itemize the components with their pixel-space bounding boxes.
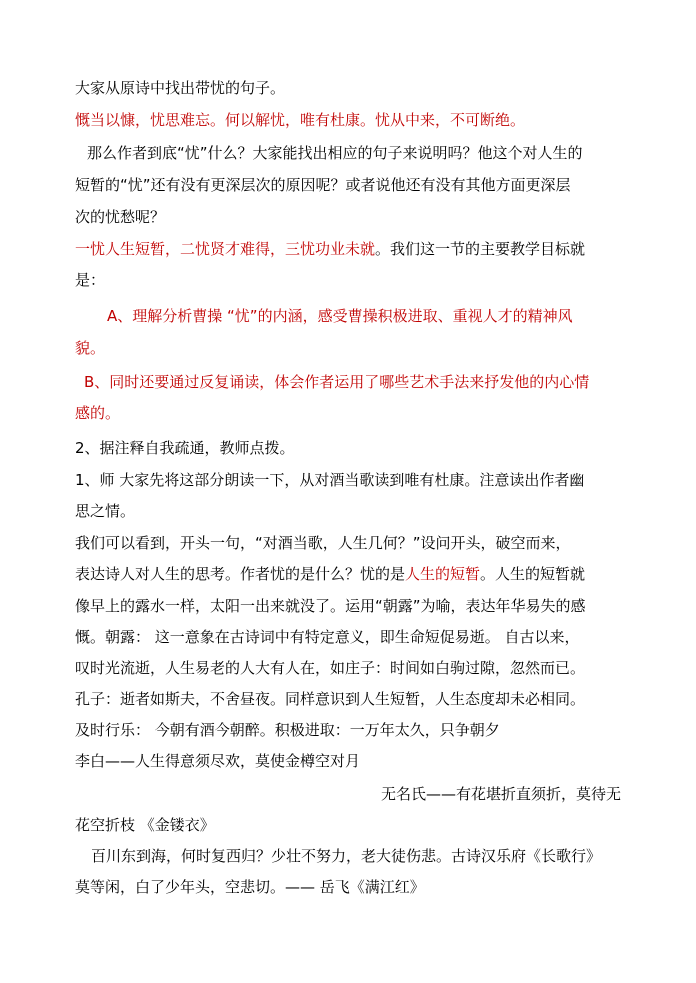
poem-quote-worry: 慨当以慷，忧思难忘。何以解忧，唯有杜康。忧从中来，不可断绝。 [75,111,526,129]
paragraph-instruction: 大家从原诗中找出带忧的句子。 [75,79,286,97]
quote-changgexing: 百川东到海，何时复西归？少壮不努力，老大徒伤悲。古诗汉乐府《长歌行》 [91,847,602,865]
paragraph-question-cont: 短暂的“忧”还有没有更深层次的原因呢？或者说他还有没有其他方面更深层 [75,176,571,194]
goal-b: B、同时还要通过反复诵读，体会作者运用了哪些艺术手法来抒发他的内心情 [84,373,590,391]
quote-li-bai: 李白——人生得意须尽欢，莫使金樽空对月 [75,752,361,770]
paragraph-question-end: 次的忧愁呢？ [75,208,166,226]
quote-yue-fei: 莫等闲，白了少年头，空悲切。—— 岳飞《满江红》 [75,878,425,896]
step-heading: 2、据注释自我疏通，教师点拨。 [75,439,295,457]
teacher-instruction: 1、师 大家先将这部分朗读一下，从对酒当歌读到唯有杜康。注意读出作者幽 [75,471,585,489]
quote-anonymous-cont: 花空折枝 《金镂衣》 [75,816,215,834]
highlight-short-life: 人生的短暂 [405,565,481,583]
analysis-highlight-line [75,564,624,584]
analysis-text-b: 。人生的短暂就 [480,565,586,583]
goal-b-cont: 感的。 [75,404,121,422]
three-worries-line [75,239,624,259]
analysis-paragraph: 我们可以看到，开头一句，“对酒当歌，人生几何？”设问开头，破空而来， [75,534,571,552]
goal-a: A、理解分析曹操 “忧”的内涵，感受曹操积极进取、重视人才的精神风 [107,307,573,325]
teaching-goal-intro-end: 是： [75,271,106,289]
paragraph-question: 那么作者到底“忧”什么？大家能找出相应的句子来说明吗？他这个对人生的 [87,144,583,162]
three-worries-text: 一忧人生短暂，二忧贤才难得，三忧功业未就 [75,240,376,258]
quote-anonymous: 无名氏——有花堪折直须折，莫待无 [380,785,621,803]
teaching-goal-intro: 。我们这一节的主要教学目标就 [375,240,586,258]
analysis-text-a: 表达诗人对人生的思考。作者忧的是什么？忧的是 [75,565,406,583]
analysis-imagery: 慨。朝露： 这一意象在古诗词中有特定意义，即生命短促易逝。 自古以来， [75,628,580,646]
goal-a-cont: 貌。 [75,339,106,357]
teacher-instruction-cont: 思之情。 [75,502,136,520]
analysis-zhuangzi: 叹时光流逝，人生易老的人大有人在，如庄子：时间如白驹过隙，忽然而已。 [75,659,586,677]
analysis-confucius: 孔子：逝者如斯夫，不舍昼夜。同样意识到人生短暂，人生态度却未必相同。 [75,690,586,708]
analysis-morning-dew: 像早上的露水一样，太阳一出来就没了。运用“朝露”为喻，表达年华易失的感 [75,597,586,615]
attitude-examples: 及时行乐： 今朝有酒今朝醉。积极进取：一万年太久，只争朝夕 [75,721,500,739]
